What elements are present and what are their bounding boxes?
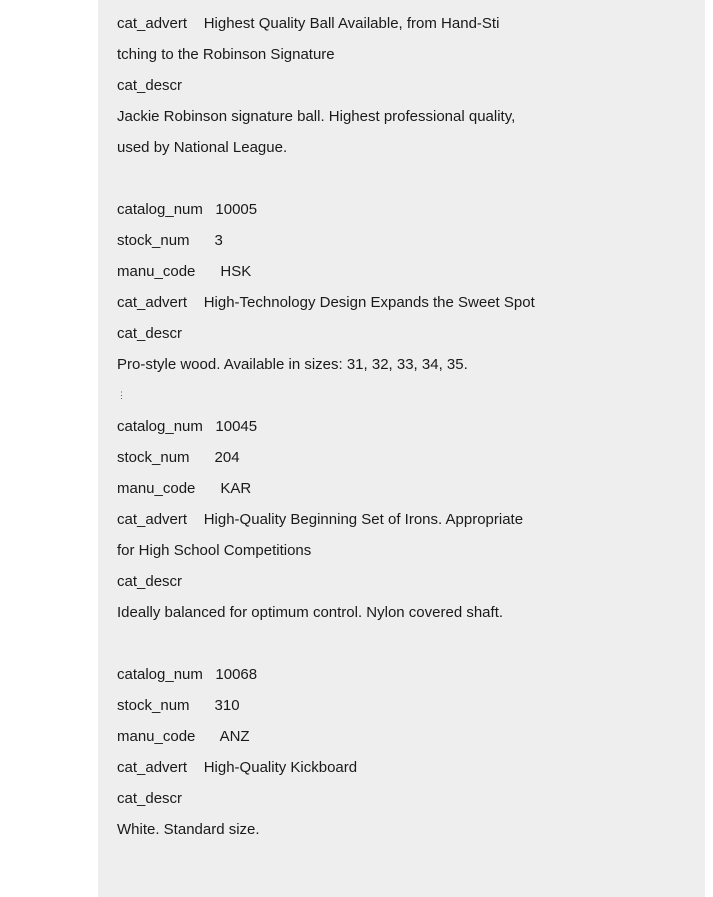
vertical-ellipsis: ⋮ [117,390,126,400]
record-line: cat_advert Highest Quality Ball Available, from Hand-Sti [117,15,500,32]
record-line: Jackie Robinson signature ball. Highest professional quality, [117,108,516,125]
record-line: tching to the Robinson Signature [117,46,335,63]
record-listing [117,8,705,845]
record-line: used by National League. [117,139,288,156]
code-output-panel [98,0,705,897]
record-line: Ideally balanced for optimum control. Nylon covered shaft. [117,604,504,621]
record-line: Pro-style wood. Available in sizes: 31, 32, 33, 34, 35. [117,356,468,373]
record-line: manu_code KAR [117,480,252,497]
record-line: stock_num 310 [117,697,240,714]
record-line: manu_code HSK [117,263,252,280]
record-line: manu_code ANZ [117,728,250,745]
blank-line [117,628,705,659]
record-line: stock_num 3 [117,232,223,249]
record-line: cat_descr [117,77,183,94]
record-line: catalog_num 10068 [117,666,258,683]
record-line: cat_descr [117,325,183,342]
record-line: cat_advert High-Technology Design Expands the Sweet Spot [117,294,535,311]
record-line: cat_advert High-Quality Kickboard [117,759,358,776]
record-line: catalog_num 10005 [117,201,258,218]
record-line: White. Standard size. [117,821,260,838]
record-line: for High School Competitions [117,542,312,559]
record-line: cat_advert High-Quality Beginning Set of Irons. Appropriate [117,511,524,528]
blank-line [117,163,705,194]
record-line: cat_descr [117,573,183,590]
record-line: cat_descr [117,790,183,807]
record-line: stock_num 204 [117,449,240,466]
record-line: catalog_num 10045 [117,418,258,435]
